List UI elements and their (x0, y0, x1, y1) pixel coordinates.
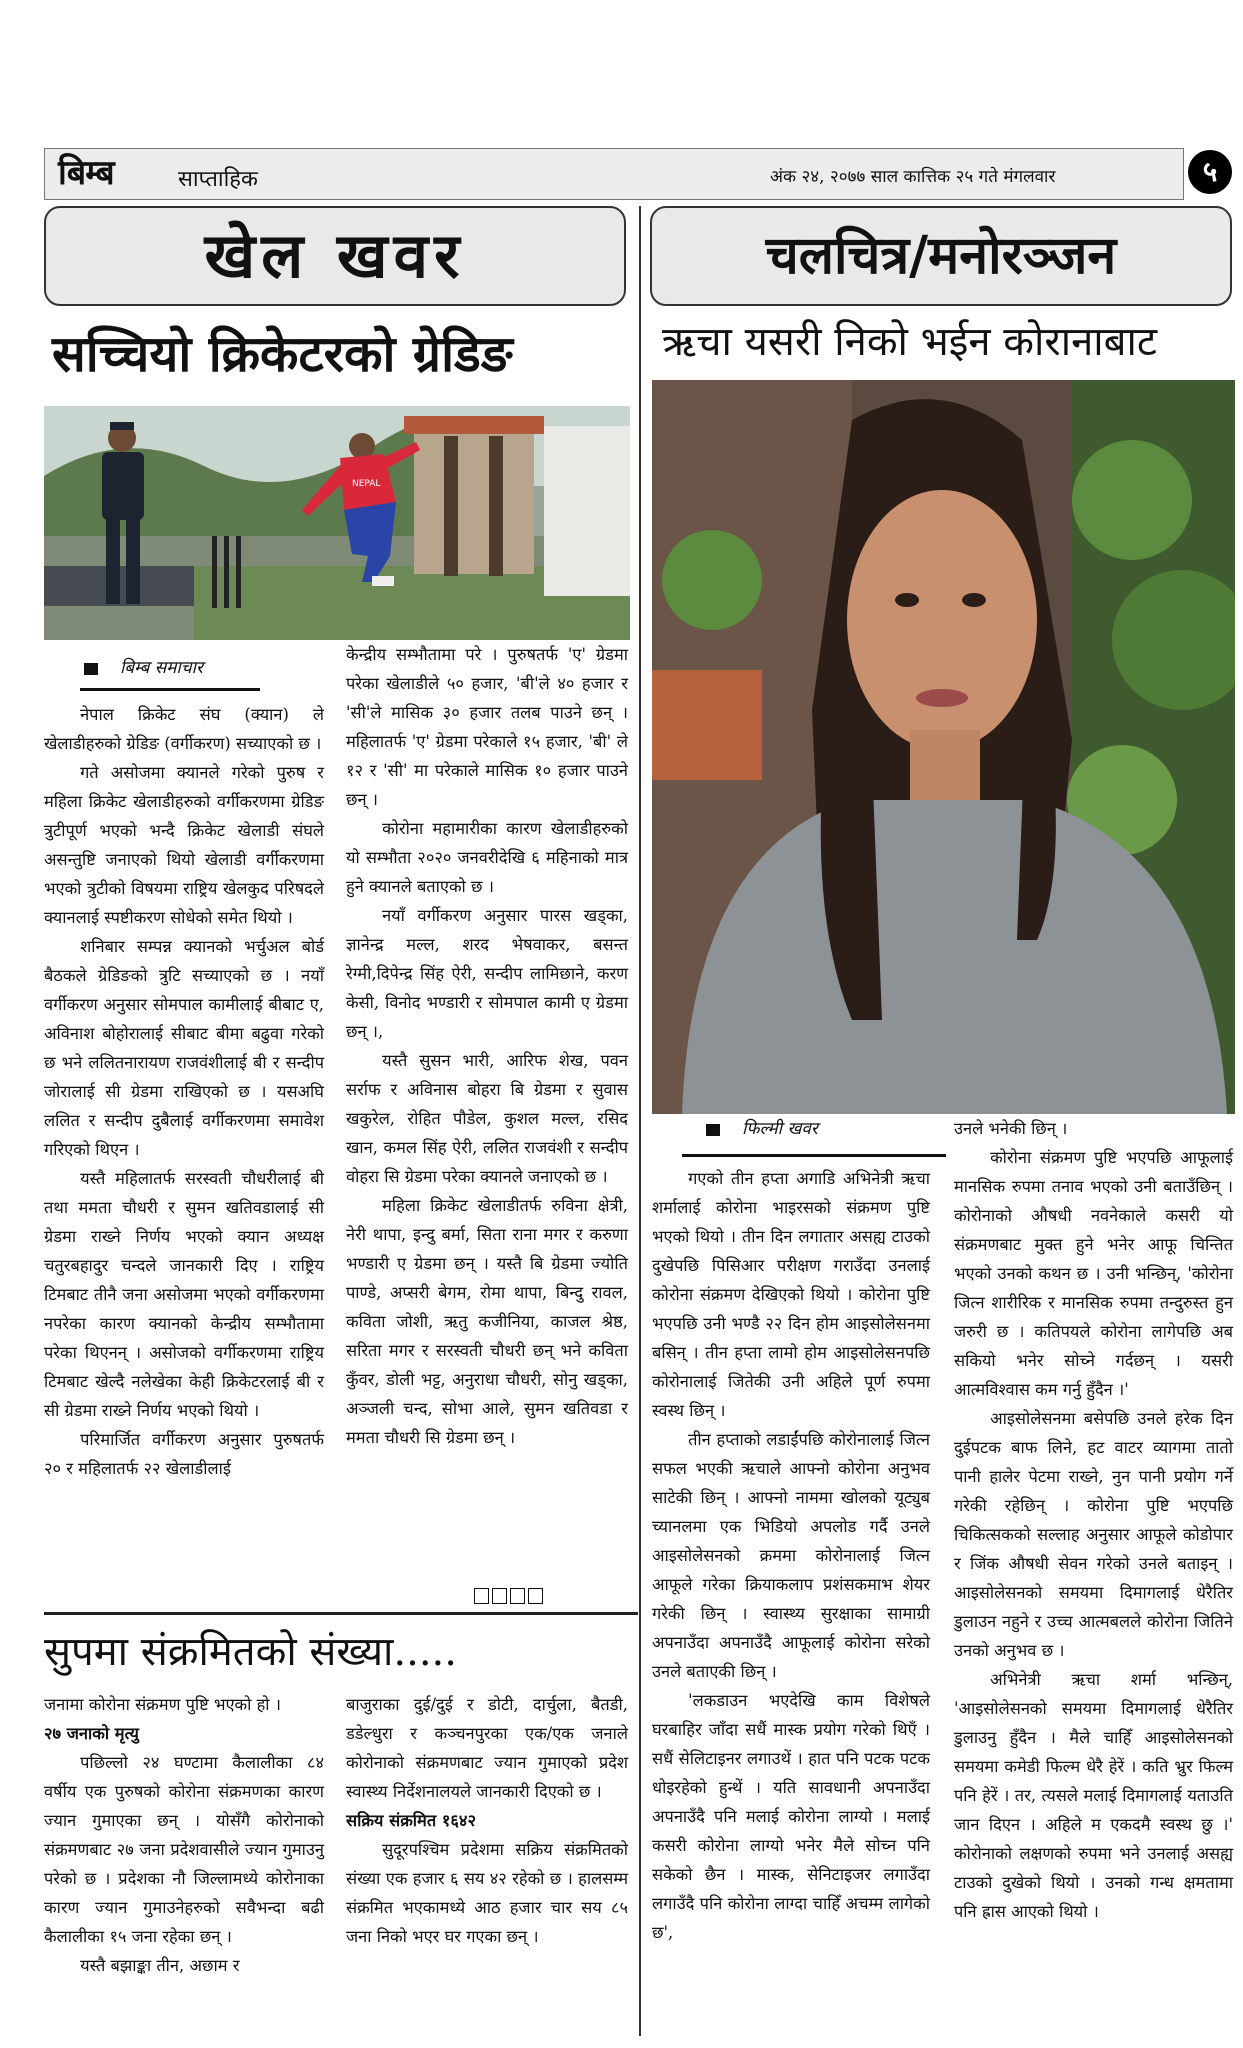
sports-byline-rule (80, 688, 260, 691)
paragraph: बाजुराका दुई/दुई र डोटी, दार्चुला, बैतडी, डडेल्धुरा र कञ्चनपुरका एक/एक जनाले कोरोनाको संक्रमणबाट ज्यान गुमाएको प्रदेश स्वास्थ्य निर्देशनालयले जानकारी दिएको छ । (346, 1695, 628, 1801)
subheading: सक्रिय संक्रमित १६४२ (346, 1811, 476, 1830)
newspaper-logo: बिम्ब (58, 153, 114, 193)
paragraph: कोरोना संक्रमण पुष्टि भएपछि आफूलाई मानसिक रुपमा तनाव भएको उनी बताउँछिन् । कोरोनाको औषधी नवनेकाले कसरी यो संक्रमणबाट मुक्त हुने भनेर आफू चिन्तित भएको उनको कथन छ । उनी भन्छिन्, 'कोरोना जित्न शारीरिक र मानसिक रुपमा तन्दुरुस्त हुन जरुरी छ । कतिपयले कोरोना लागेपछि अब सकियो भनेर सोच्ने गर्दछन् । यसरी आत्मविश्वास कम गर्नु हुँदैन ।' (954, 1148, 1233, 1399)
jersey-text: NEPAL (352, 479, 381, 489)
actress-photo (652, 380, 1235, 1114)
sports-column-2 (346, 640, 628, 1452)
byline-square-icon (84, 663, 98, 675)
covid-story-divider (44, 1612, 638, 1615)
paragraph: 'लकडाउन भएदेखि काम विशेषले घरबाहिर जाँदा सधैं मास्क प्रयोग गरेको थिएँ । सधैं सेलिटाइनर लगाउथें । हात पनि पटक पटक धोइरहेको हुन्थें । यति सावधानी अपनाउँदा अपनाउँदै पनि मलाई कोरोना लाग्यो । मलाई कसरी कोरोना लाग्यो भनेर मैले सोच्न पनि सकेको छैन । मास्क, सेनिटाइजर लगाउँदा लगाउँदै पनि कोरोना लाग्दा चाहिँ अचम्म लागेको छ', (652, 1691, 930, 1942)
sports-byline-text: बिम्ब समाचार (120, 658, 203, 678)
covid-column-1 (44, 1690, 324, 1980)
paragraph: गते असोजमा क्यानले गरेको पुरुष र महिला क्रिकेट खेलाडीहरुको वर्गीकरणमा ग्रेडिङ त्रुटीपूर्ण भएको भन्दै क्रिकेट खेलाडी संघले असन्तुष्टि जनाएको थियो खेलाडी वर्गीकरणमा भएको त्रुटीको विषयमा राष्ट्रिय खेलकुद परिषदले क्यानलाई स्पष्टीकरण सोधेको समेत थियो । (44, 763, 324, 927)
paragraph: अभिनेत्री ऋचा शर्मा भन्छिन्, 'आइसोलेसनको समयमा दिमागलाई धेरैतिर डुलाउनु हुँदैन । मैले चाहिँ आइसोलेसनको समयमा कमेडी फिल्म धेरै हेरें । कति भ्रुर फिल्म पनि हेरें । तर, त्यसले मलाई दिमागलाई यताउति जान दिएन । अहिले म एकदमै स्वस्थ छु ।' कोरोनाको लक्षणको रुपमा भने उनलाई असह्य टाउको दुखेको थियो । उनको गन्ध क्षमतामा पनि ह्रास आएको थियो । (954, 1670, 1233, 1921)
entertainment-column-2 (954, 1114, 1233, 1926)
sports-byline (84, 655, 203, 678)
cricket-photo (44, 406, 630, 640)
paragraph: गएको तीन हप्ता अगाडि अभिनेत्री ऋचा शर्मालाई कोरोना भाइरसको संक्रमण पुष्टि भएको थियो । तीन दिन लगातार असह्य टाउको दुखेपछि पिसिआर परीक्षण गराउँदा उनलाई कोरोना संक्रमण देखिएको थियो । कोरोना पुष्टि भएपछि उनी भण्डै २२ दिन होम आइसोलेसनमा बसिन् । तीन हप्ता लामो होम आइसोलेसनपछि कोरोनालाई जितेकी उनी अहिले पूर्ण रुपमा स्वस्थ छिन् । (652, 1169, 930, 1420)
entertainment-column-1 (652, 1164, 930, 1947)
paragraph: पछिल्लो २४ घण्टामा कैलालीका ८४ वर्षीय एक पुरुषको कोरोना संक्रमणका कारण ज्यान गुमाएका छन् । योसँगै कोरोनाको संक्रमणबाट २७ जना प्रदेशवासीले ज्यान गुमाउनु परेको छ । प्रदेशका नौ जिल्लामध्ये कोरोनाका कारण ज्यान गुमाउनेहरुको सवैभन्दा बढी कैलालीका १५ जना रहेका छन् । (44, 1753, 324, 1946)
sports-column-1 (44, 700, 324, 1483)
paragraph: महिला क्रिकेट खेलाडीतर्फ रुविना क्षेत्री, नेरी थापा, इन्दु बर्मा, सिता राना मगर र करुणा भण्डारी ए ग्रेडमा छन् । यस्तै बि ग्रेडमा ज्योति पाण्डे, अप्सरी बेगम, रोमा थापा, बिन्दु रावल, कविता जोशी, ऋतु कजीनिया, काजल श्रेष्ठ, सरिता मगर र सरस्वती चौधरी छन् भने कविता कुँवर, डोली भट्ट, अनुराधा चौधरी, सोनु खड्का, अञ्जली चन्द, सोभा आले, सुमन खतिवडा र ममता चौधरी सि ग्रेडमा छन् । (346, 1196, 628, 1447)
paragraph: नेपाल क्रिकेट संघ (क्यान) ले खेलाडीहरुको ग्रेडिङ (वर्गीकरण) सच्याएको छ । (44, 705, 324, 753)
page-number-badge: ५ (1188, 150, 1232, 194)
paragraph: आइसोलेसनमा बसेपछि उनले हरेक दिन दुईपटक बाफ लिने, हट वाटर व्यागमा तातो पानी हालेर पेटमा राख्ने, नुन पानी प्रयोग गर्ने गरेकी रहेछिन् । कोरोना पुष्टि भएपछि चिकित्सकको सल्लाह अनुसार आफूले कोडोपार र जिंक औषधी सेवन गरेको उनले बताइन् । आइसोलेसनको समयमा दिमागलाई धेरैतिर डुलाउन नहुने र उच्च आत्मबलले कोरोना जितिने उनको अनुभव छ । (954, 1409, 1233, 1660)
covid-column-2 (346, 1690, 628, 1951)
issue-date-line: अंक २४, २०७७ साल कात्तिक २५ गते मंगलवार (770, 167, 1056, 187)
byline-square-icon (706, 1124, 720, 1136)
paragraph: यस्तै बझाङ्का तीन, अछाम र (80, 1956, 240, 1975)
sports-section-banner: खेल खवर (44, 206, 626, 306)
paragraph: तीन हप्ताको लडाईंपछि कोरोनालाई जित्न सफल भएकी ऋचाले आफ्नो कोरोना अनुभव साटेकी छिन् । आफ्नो नाममा खोलको यूट्युब च्यानलमा एक भिडियो अपलोड गर्दै उनले आइसोलेसनको क्रममा कोरोनालाई जित्न आफूले गरेका क्रियाकलाप प्रशंसकमाभ शेयर गरेकी छिन् । स्वास्थ्य सुरक्षाका सामाग्री अपनाउँदा अपनाउँदै आफूलाई कोरोना सरेको उनले बताएकी छिन् । (652, 1430, 930, 1681)
end-of-article-mark (474, 1588, 546, 1608)
paragraph: यस्तै महिलातर्फ सरस्वती चौधरीलाई बी तथा ममता चौधरी र सुमन खतिवडालाई सी ग्रेडमा राख्ने निर्णय भएको क्यान अध्यक्ष चतुरबहादुर चन्दले जानकारी दिए । राष्ट्रिय टिमबाट तीनै जना असोजमा भएको वर्गीकरणमा नपरेका कारण क्यानको केन्द्रीय सम्भौतामा परेका थिएनन् । असोजको वर्गीकरणमा राष्ट्रिय टिमबाट खेल्दै नलेखेका केही क्रिकेटरलाई बी र सी ग्रेडमा राख्ने निर्णय भएको थियो । (44, 1169, 324, 1420)
sports-headline: सच्चियो क्रिकेटरको ग्रेडिङ (52, 324, 513, 383)
entertainment-section-banner: चलचित्र/मनोरञ्जन (650, 206, 1232, 306)
subheading: २७ जनाको मृत्यु (44, 1724, 139, 1743)
entertainment-byline-text: फिल्मी खवर (742, 1119, 818, 1139)
paragraph: शनिबार सम्पन्न क्यानको भर्चुअल बोर्ड बैठकले ग्रेडिङको त्रुटि सच्याएको छ । नयाँ वर्गीकरण अनुसार सोमपाल कामीलाई बीबाट ए, अविनाश बोहोरालाई सीबाट बीमा बढुवा गरेको छ भने ललितनारायण राजवंशीलाई बी र सन्दीप जोरालाई सी ग्रेडमा राखिएको छ । यसअघि ललित र सन्दीप दुबैलाई वर्गीकरणमा समावेश गरिएको थिएन । (44, 937, 324, 1159)
paragraph: कोरोना महामारीका कारण खेलाडीहरुको यो सम्भौता २०२० जनवरीदेखि ६ महिनाको मात्र हुने क्यानले बताएको छ । (346, 819, 628, 896)
paragraph: सुदूरपश्चिम प्रदेशमा सक्रिय संक्रमितको संख्या एक हजार ६ सय ४२ रहेको छ । हालसम्म संक्रमित भएकामध्ये आठ हजार चार सय ८५ जना निको भएर घर गएका छन् । (346, 1840, 628, 1946)
paragraph: परिमार्जित वर्गीकरण अनुसार पुरुषतर्फ २० र महिलातर्फ २२ खेलाडीलाई (44, 1430, 324, 1478)
entertainment-byline (706, 1116, 818, 1139)
covid-headline: सुपमा संक्रमितको संख्या..... (44, 1629, 457, 1675)
paragraph: केन्द्रीय सम्भौतामा परे । पुरुषतर्फ 'ए' ग्रेडमा परेका खेलाडीले ५० हजार, 'बी'ले ४० हजार र 'सी'ले मासिक ३० हजार तलब पाउने छन् । महिलातर्फ 'ए' ग्रेडमा परेकाले १५ हजार, 'बी' ले १२ र 'सी' मा परेकाले मासिक १० हजार पाउने छन् । (346, 645, 628, 809)
paragraph: उनले भनेकी छिन् । (954, 1119, 1068, 1138)
wicket-stumps (212, 536, 241, 608)
page-column-divider (639, 206, 641, 2036)
paragraph: नयाँ वर्गीकरण अनुसार पारस खड्का, ज्ञानेन्द्र मल्ल, शरद भेषवाकर, बसन्त रेग्मी,दिपेन्द्र सिंह ऐरी, सन्दीप लामिछाने, करण केसी, विनोद भण्डारी र सोमपाल कामी ए ग्रेडमा छन् ।, (346, 906, 628, 1041)
entertainment-headline: ऋचा यसरी निको भईन कोरानाबाट (662, 319, 1158, 365)
entertainment-byline-rule (682, 1154, 946, 1157)
paragraph: जनामा कोरोना संक्रमण पुष्टि भएको हो । (44, 1695, 281, 1714)
paragraph: यस्तै सुसन भारी, आरिफ शेख, पवन सर्राफ र अविनास बोहरा बि ग्रेडमा र सुवास खकुरेल, रोहित पौडेल, कुशल मल्ल, रसिद खान, कमल सिंह ऐरी, ललित राजवंशी र सन्दीप वोहरा सि ग्रेडमा परेका क्यानले जनाएको छ । (346, 1051, 628, 1186)
newspaper-logo-subtitle: साप्ताहिक (178, 167, 258, 192)
